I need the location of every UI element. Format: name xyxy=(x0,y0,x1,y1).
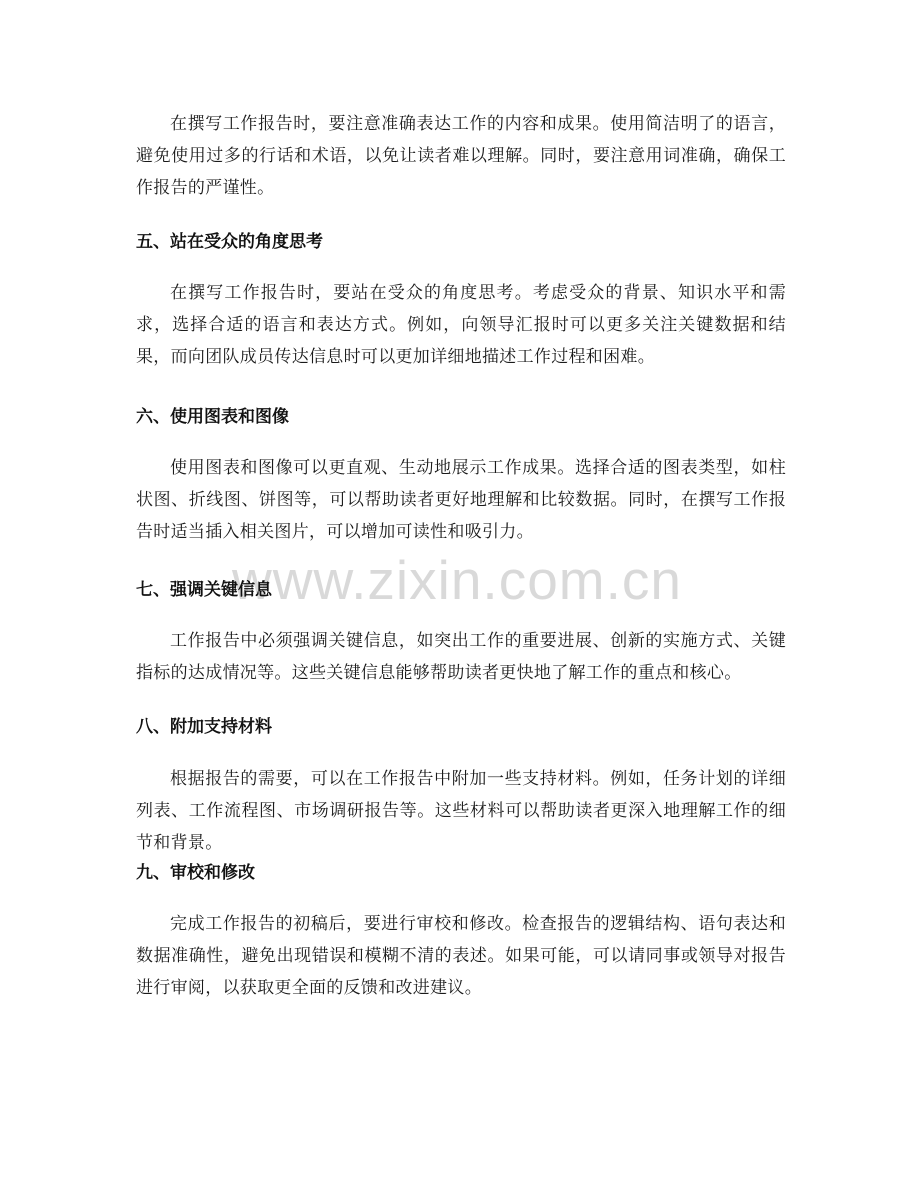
paragraph-5: 在撰写工作报告时，要站在受众的角度思考。考虑受众的背景、知识水平和需求，选择合适的语言和表达方式。例如，向领导汇报时可以更多关注关键数据和结果，而向团队成员传达信息时可以更加详细地描述工作过程和困难。 xyxy=(136,283,786,367)
paragraph-6: 使用图表和图像可以更直观、生动地展示工作成果。选择合适的图表类型，如柱状图、折线图、饼图等，可以帮助读者更好地理解和比较数据。同时，在撰写工作报告时适当插入相关图片，可以增加可读性和吸引力。 xyxy=(136,458,786,542)
section-5-body xyxy=(136,277,786,373)
section-heading-6: 六、使用图表和图像 xyxy=(136,407,289,427)
section-7 xyxy=(136,578,786,602)
section-heading-8: 八、附加支持材料 xyxy=(136,717,272,737)
section-heading-9: 九、审校和修改 xyxy=(136,863,255,883)
section-intro xyxy=(136,108,786,204)
watermark: www.zixin.com.cn xyxy=(232,549,682,611)
paragraph-8: 根据报告的需要，可以在工作报告中附加一些支持材料。例如，任务计划的详细列表、工作流程图、市场调研报告等。这些材料可以帮助读者更深入地理解工作的细节和背景。 xyxy=(136,769,786,853)
section-7-body xyxy=(136,625,786,689)
section-6-body xyxy=(136,452,786,548)
section-heading-7: 七、强调关键信息 xyxy=(136,580,272,600)
section-9 xyxy=(136,861,786,885)
section-8-body xyxy=(136,763,786,859)
paragraph-7: 工作报告中必须强调关键信息，如突出工作的重要进展、创新的实施方式、关键指标的达成情况等。这些关键信息能够帮助读者更快地了解工作的重点和核心。 xyxy=(136,631,786,683)
section-8 xyxy=(136,715,786,739)
section-6 xyxy=(136,405,786,429)
section-5 xyxy=(136,230,786,254)
paragraph-intro: 在撰写工作报告时，要注意准确表达工作的内容和成果。使用简洁明了的语言，避免使用过多的行话和术语，以免让读者难以理解。同时，要注意用词准确，确保工作报告的严谨性。 xyxy=(136,114,786,198)
section-9-body xyxy=(136,908,786,1004)
section-heading-5: 五、站在受众的角度思考 xyxy=(136,232,323,252)
paragraph-9: 完成工作报告的初稿后，要进行审校和修改。检查报告的逻辑结构、语句表达和数据准确性，避免出现错误和模糊不清的表述。如果可能，可以请同事或领导对报告进行审阅，以获取更全面的反馈和改进建议。 xyxy=(136,914,786,998)
